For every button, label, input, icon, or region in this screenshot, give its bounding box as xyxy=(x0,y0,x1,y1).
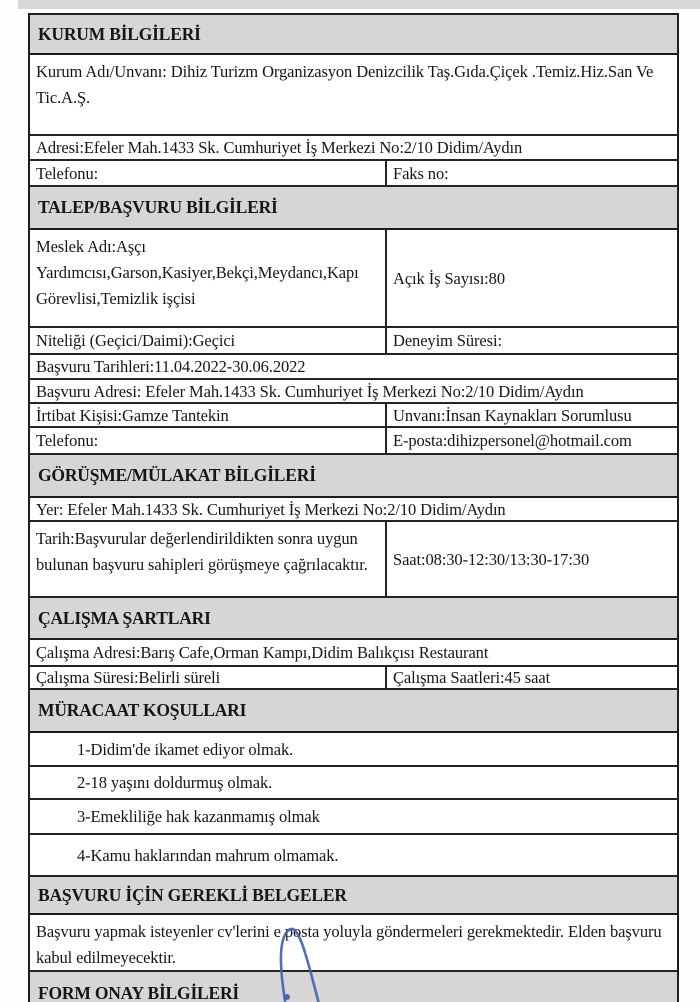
section-header-form-onay xyxy=(30,972,677,1002)
section-header-calisma-sartlari xyxy=(30,598,677,640)
section-title: BAŞVURU İÇİN GEREKLİ BELGELER xyxy=(38,884,347,905)
table-row xyxy=(30,498,677,522)
condition-4: 4-Kamu haklarından mahrum olmamak. xyxy=(77,845,339,865)
section-title: TALEP/BAŞVURU BİLGİLERİ xyxy=(38,197,278,217)
field-telefonu-2: Telefonu: xyxy=(36,431,99,450)
table-row xyxy=(30,328,677,355)
field-calisma-adresi: Çalışma Adresi:Barış Cafe,Orman Kampı,Didim Balıkçısı Restaurant xyxy=(36,643,489,662)
table-row xyxy=(30,522,677,598)
field-yer: Yer: Efeler Mah.1433 Sk. Cumhuriyet İş Merkezi No:2/10 Didim/Aydın xyxy=(36,499,506,519)
field-e-posta: E-posta:dihizpersonel@hotmail.com xyxy=(385,428,677,453)
field-basvuru-adresi: Başvuru Adresi: Efeler Mah.1433 Sk. Cumhuriyet İş Merkezi No:2/10 Didim/Aydın xyxy=(36,381,584,401)
field-unvani: Unvanı:İnsan Kaynakları Sorumlusu xyxy=(385,404,677,426)
table-row xyxy=(30,161,677,187)
section-title: FORM ONAY BİLGİLERİ xyxy=(38,983,240,1002)
section-title: KURUM BİLGİLERİ xyxy=(38,23,201,44)
table-row xyxy=(30,640,677,667)
field-kurum-adi-unvani: Kurum Adı/Unvanı: Dihiz Turizm Organizasyon Denizcilik Taş.Gıda.Çiçek .Temiz.Hiz.San Ve Tic.A.Ş. xyxy=(36,62,654,107)
field-saat: Saat:08:30-12:30/13:30-17:30 xyxy=(385,522,677,596)
table-row xyxy=(30,915,677,972)
field-adresi: Adresi:Efeler Mah.1433 Sk. Cumhuriyet İş Merkezi No:2/10 Didim/Aydın xyxy=(36,138,523,157)
section-header-muracaat-kosullari xyxy=(30,690,677,733)
section-header-gerekli-belgeler xyxy=(30,877,677,915)
form-table xyxy=(28,13,679,1002)
field-deneyim-suresi: Deneyim Süresi: xyxy=(385,328,677,353)
section-header-talep-basvuru xyxy=(30,187,677,230)
field-faks-no: Faks no: xyxy=(385,161,677,185)
table-row xyxy=(30,136,677,161)
field-tarih: Tarih:Başvurular değerlendirildikten sonra uygun bulunan başvuru sahipleri görüşmeye çağrılacaktır. xyxy=(36,529,368,574)
field-calisma-saatleri: Çalışma Saatleri:45 saat xyxy=(385,667,677,688)
condition-3: 3-Emekliliğe hak kazanmamış olmak xyxy=(77,807,320,826)
field-acik-is-sayisi: Açık İş Sayısı:80 xyxy=(385,230,677,326)
field-meslek-adi: Meslek Adı:Aşçı Yardımcısı,Garson,Kasiyer,Bekçi,Meydancı,Kapı Görevlisi,Temizlik işçisi xyxy=(36,237,359,308)
table-row xyxy=(30,767,677,800)
section-title: ÇALIŞMA ŞARTLARI xyxy=(38,607,211,628)
table-row xyxy=(30,380,677,404)
field-basvuru-tarihleri: Başvuru Tarihleri:11.04.2022-30.06.2022 xyxy=(36,357,306,376)
table-row xyxy=(30,55,677,136)
condition-2: 2-18 yaşını doldurmuş olmak. xyxy=(77,773,273,792)
section-header-kurum-bilgileri xyxy=(30,15,677,55)
table-row xyxy=(30,230,677,328)
table-row xyxy=(30,428,677,455)
field-irtibat-kisisi: İrtibat Kişisi:Gamze Tantekin xyxy=(36,405,229,425)
table-row xyxy=(30,800,677,835)
table-row xyxy=(30,355,677,380)
field-telefonu: Telefonu: xyxy=(36,163,99,183)
condition-1: 1-Didim'de ikamet ediyor olmak. xyxy=(77,739,294,759)
scan-edge-artifact xyxy=(18,0,700,9)
field-calisma-suresi: Çalışma Süresi:Belirli süreli xyxy=(36,668,221,687)
table-row xyxy=(30,404,677,428)
table-row xyxy=(30,733,677,767)
table-row xyxy=(30,835,677,877)
section-header-gorusme-mulakat xyxy=(30,455,677,498)
section-title: GÖRÜŞME/MÜLAKAT BİLGİLERİ xyxy=(38,465,316,485)
field-gerekli-belgeler-aciklama: Başvuru yapmak isteyenler cv'lerini e posta yoluyla göndermeleri gerekmektedir. Elden başvuru kabul edilmeyecektir. xyxy=(36,922,662,967)
section-title: MÜRACAAT KOŞULLARI xyxy=(38,700,247,720)
field-niteligi: Niteliği (Geçici/Daimi):Geçici xyxy=(36,331,236,350)
table-row xyxy=(30,667,677,690)
